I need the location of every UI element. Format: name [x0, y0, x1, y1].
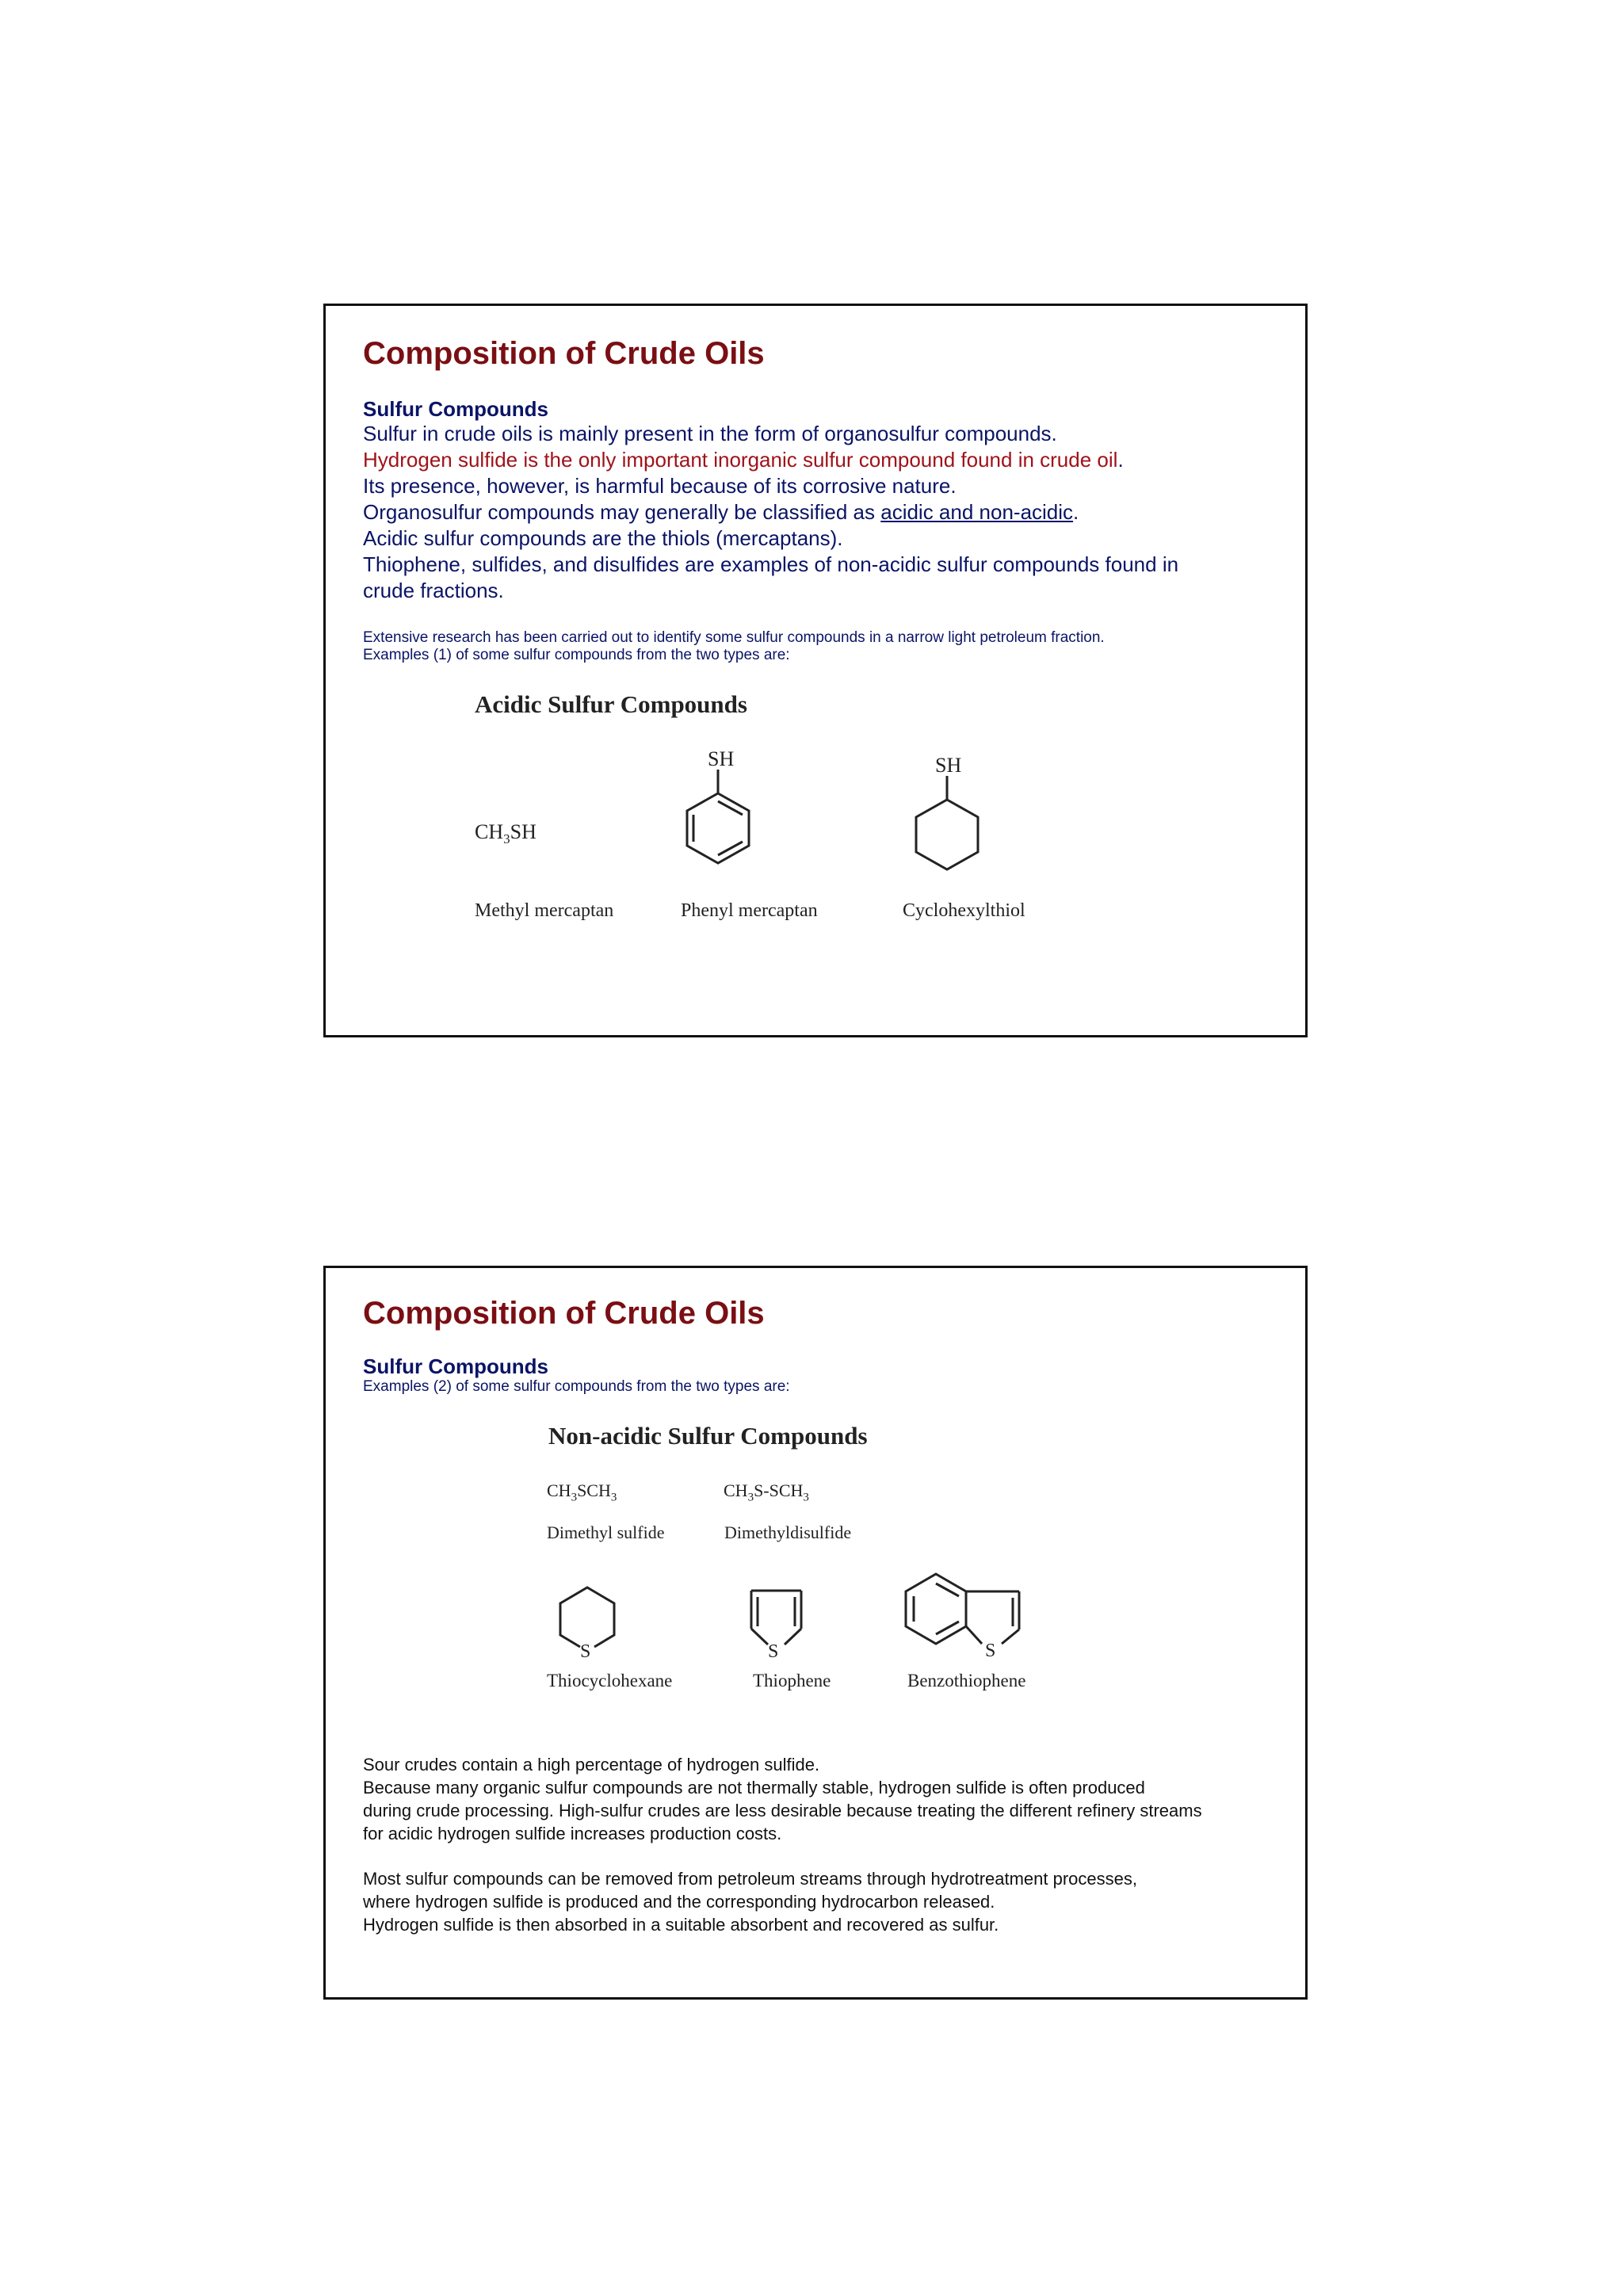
slide-2 — [323, 1266, 1308, 2000]
body-line: Thiophene, sulfides, and disulfides are examples of non-acidic sulfur compounds found in — [363, 552, 1179, 576]
phenyl-mercaptan-structure — [674, 770, 762, 869]
formula-part: CH — [547, 1480, 571, 1500]
formula-part: SCH — [577, 1480, 611, 1500]
note-text — [363, 629, 1105, 664]
paragraph-line: for acidic hydrogen sulfide increases production costs. — [363, 1824, 782, 1843]
sulfur-atom-label: S — [985, 1641, 996, 1661]
punctuation: . — [1073, 500, 1079, 524]
body-line: crude fractions. — [363, 579, 504, 602]
paragraph-line: Sour crudes contain a high percentage of hydrogen sulfide. — [363, 1755, 820, 1775]
thiocyclohexane-structure — [548, 1572, 627, 1659]
note-line: Examples (2) of some sulfur compounds from the two types are: — [363, 1378, 790, 1395]
sh-label-phenyl: SH — [708, 747, 735, 770]
formula-subscript: 3 — [747, 1491, 754, 1504]
benzothiophene-structure — [896, 1568, 1047, 1663]
slide-1 — [323, 304, 1308, 1037]
figure-heading: Non-acidic Sulfur Compounds — [548, 1422, 868, 1450]
body-text — [363, 421, 1242, 604]
body-line: Its presence, however, is harmful because of its corrosive nature. — [363, 474, 957, 498]
body-line — [363, 447, 1242, 473]
sh-label-cyclohexyl: SH — [935, 754, 962, 777]
label-dimethyldisulfide: Dimethyldisulfide — [724, 1522, 852, 1542]
text-fragment: Organosulfur compounds may generally be classified as — [363, 500, 881, 524]
paragraph-line: Because many organic sulfur compounds are not thermally stable, hydrogen sulfide is often produced — [363, 1778, 1145, 1797]
dimethyldisulfide-formula — [724, 1480, 809, 1504]
label-methyl-mercaptan: Methyl mercaptan — [475, 900, 614, 921]
label-phenyl-mercaptan: Phenyl mercaptan — [681, 900, 818, 921]
formula-part: SH — [510, 820, 537, 843]
paragraph-sour-crudes — [363, 1753, 1202, 1845]
label-thiophene: Thiophene — [753, 1671, 831, 1690]
methyl-mercaptan-formula — [475, 820, 537, 847]
formula-part: CH — [475, 820, 504, 843]
slide-title: Composition of Crude Oils — [363, 336, 765, 371]
section-heading: Sulfur Compounds — [363, 1354, 548, 1378]
thiophene-structure — [742, 1581, 813, 1660]
sulfur-atom-label: S — [768, 1641, 779, 1660]
punctuation: . — [1117, 448, 1124, 472]
formula-subscript: 3 — [503, 831, 510, 847]
formula-subscript: 3 — [803, 1491, 809, 1504]
body-line — [363, 499, 1242, 525]
note-line: Extensive research has been carried out to identify some sulfur compounds in a narrow light petroleum fraction. — [363, 629, 1105, 646]
body-line: Sulfur in crude oils is mainly present in the form of organosulfur compounds. — [363, 422, 1057, 445]
formula-part: S-SCH — [754, 1480, 804, 1500]
label-cyclohexylthiol: Cyclohexylthiol — [903, 900, 1025, 921]
label-benzothiophene: Benzothiophene — [907, 1671, 1026, 1690]
paragraph-hydrotreatment — [363, 1867, 1137, 1936]
body-line: Acidic sulfur compounds are the thiols (mercaptans). — [363, 526, 843, 550]
section-heading: Sulfur Compounds — [363, 397, 548, 421]
figure-heading: Acidic Sulfur Compounds — [475, 690, 747, 718]
slide-title: Composition of Crude Oils — [363, 1296, 765, 1331]
formula-part: CH — [724, 1480, 748, 1500]
underlined-text: acidic and non-acidic — [880, 500, 1074, 524]
cyclohexylthiol-structure — [903, 776, 991, 875]
paragraph-line: during crude processing. High-sulfur crudes are less desirable because treating the different refinery streams — [363, 1801, 1202, 1820]
highlight-text: Hydrogen sulfide is the only important inorganic sulfur compound found in crude oil — [363, 448, 1118, 472]
label-thiocyclohexane: Thiocyclohexane — [547, 1671, 673, 1690]
label-dimethyl-sulfide: Dimethyl sulfide — [547, 1522, 665, 1542]
dimethyl-sulfide-formula — [547, 1480, 617, 1504]
paragraph-line: Hydrogen sulfide is then absorbed in a suitable absorbent and recovered as sulfur. — [363, 1915, 999, 1935]
formula-subscript: 3 — [610, 1491, 617, 1504]
note-text — [363, 1378, 790, 1396]
sulfur-atom-label: S — [580, 1641, 591, 1659]
note-line: Examples (1) of some sulfur compounds from the two types are: — [363, 647, 790, 663]
paragraph-line: where hydrogen sulfide is produced and the corresponding hydrocarbon released. — [363, 1892, 995, 1912]
formula-subscript: 3 — [571, 1491, 578, 1504]
paragraph-line: Most sulfur compounds can be removed from petroleum streams through hydrotreatment processes, — [363, 1869, 1138, 1889]
